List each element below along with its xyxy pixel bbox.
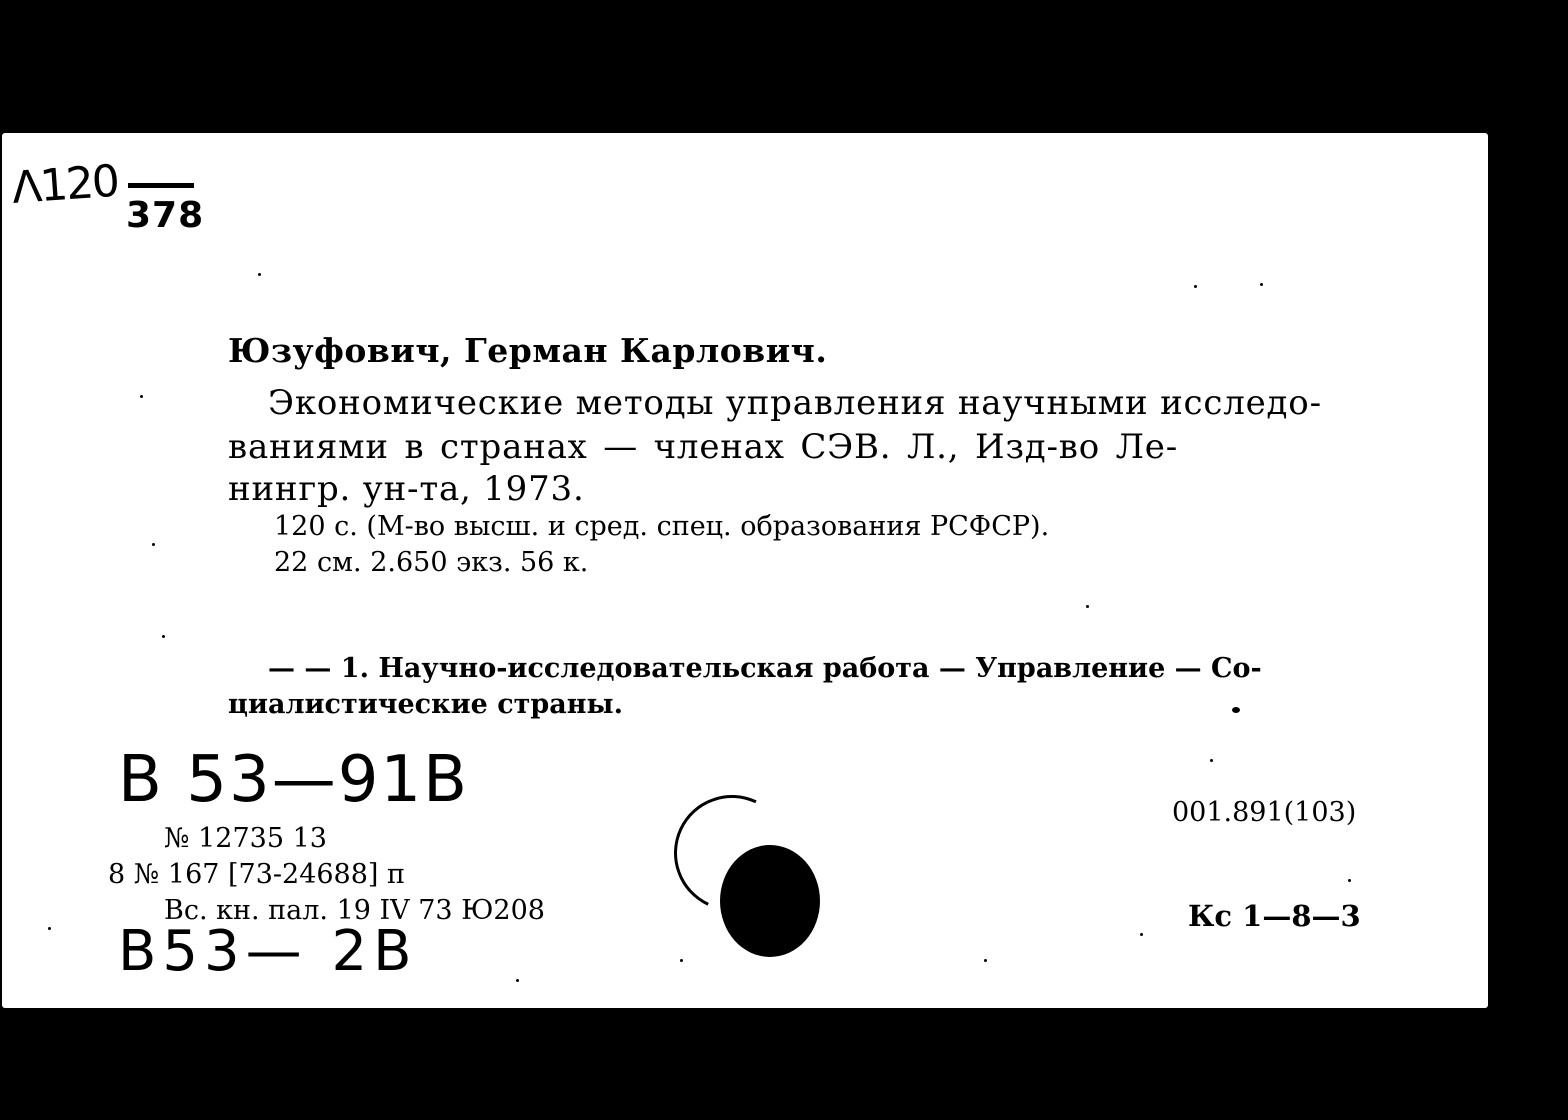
catalog-card	[2, 133, 1488, 1008]
speck	[1086, 605, 1089, 608]
speck	[1260, 283, 1263, 286]
title-line-1: Экономические методы управления научными исследо-	[268, 383, 1322, 423]
speck	[1348, 879, 1351, 882]
speck	[1140, 933, 1143, 936]
description-line-1: 120 с. (М-во высш. и сред. спец. образования РСФСР).	[274, 511, 1050, 542]
shelf-mark-sub: 378	[126, 195, 205, 236]
title-line-2: ваниями в странах — членах СЭВ. Л., Изд-во Ле-	[228, 427, 1179, 467]
speck	[984, 959, 987, 962]
call-number-bottom: B53— 2B	[118, 919, 418, 984]
shelf-mark-main: Λ120	[10, 155, 120, 214]
udc-code: 001.891(103)	[1172, 797, 1357, 828]
speck	[1232, 707, 1240, 713]
speck	[140, 395, 143, 398]
speck	[680, 959, 683, 962]
speck	[152, 543, 155, 546]
print-number-3: Вс. кн. пал. 19 IV 73 Ю208	[164, 895, 545, 926]
print-number-2: 8 № 167 [73-24688] п	[108, 859, 406, 890]
shelf-mark-divider	[128, 183, 194, 188]
classification-code: Кс 1—8—3	[1188, 899, 1361, 933]
author-heading: Юзуфович, Герман Карлович.	[228, 331, 828, 370]
subject-line-1: — — 1. Научно-исследовательская работа — Управление — Со-	[268, 653, 1262, 684]
speck	[516, 979, 519, 982]
speck	[162, 635, 165, 638]
subject-line-2: циалистические страны.	[228, 689, 623, 720]
punch-hole	[720, 845, 820, 957]
speck	[258, 273, 261, 276]
title-line-3: нингр. ун-та, 1973.	[228, 469, 585, 509]
call-number-top: B 53—91B	[118, 743, 470, 817]
speck	[48, 927, 51, 930]
print-number-1: № 12735 13	[164, 823, 327, 854]
speck	[1194, 285, 1197, 288]
speck	[1210, 759, 1213, 762]
description-line-2: 22 см. 2.650 экз. 56 к.	[274, 547, 589, 578]
